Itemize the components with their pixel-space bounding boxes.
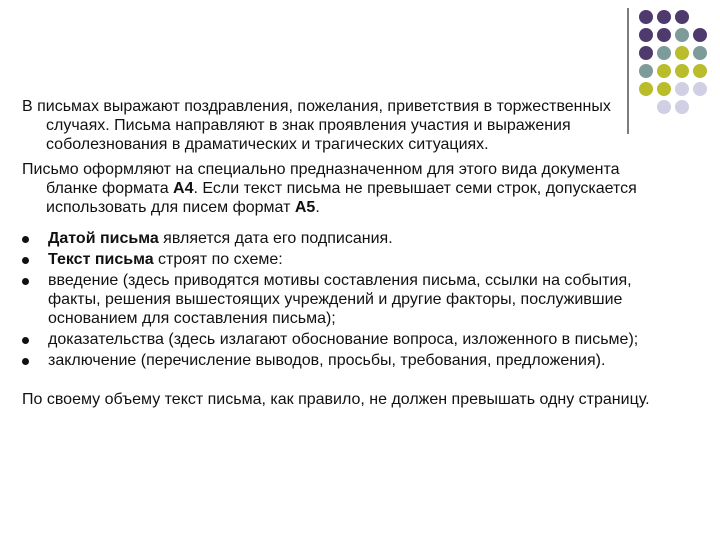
decorative-dot (675, 82, 689, 96)
decorative-dot (639, 46, 653, 60)
bullet-dot-icon (22, 278, 29, 285)
bullet-item-date (22, 229, 662, 248)
decorative-dot (693, 28, 707, 42)
bullet-item-text-scheme (22, 250, 662, 269)
decorative-dot (693, 64, 707, 78)
bullet-text: заключение (перечисление выводов, просьбы, требования, предложения). (48, 352, 606, 369)
bullet-text: введение (здесь приводятся мотивы составления письма, ссылки на события, факты, решения вышестоящих учреждений и другие факторы, послужившие основанием для составления письма); (48, 272, 632, 327)
decorative-dot (693, 46, 707, 60)
decorative-dot (657, 28, 671, 42)
closing-paragraph: По своему объему текст письма, как правило, не должен превышать одну страницу. (22, 391, 650, 408)
bullet-text: является дата его подписания. (158, 230, 393, 247)
bullet-item-introduction (22, 271, 662, 328)
decorative-dot (693, 82, 707, 96)
decorative-dot (639, 28, 653, 42)
bullet-dot-icon (22, 358, 29, 365)
bullet-bold: Текст письма (48, 251, 154, 268)
bullet-item-conclusion (22, 351, 662, 370)
bullet-list (22, 229, 662, 370)
decorative-dot (639, 10, 653, 24)
decorative-dot (657, 10, 671, 24)
decorative-dot (639, 64, 653, 78)
decorative-dot (639, 82, 653, 96)
decorative-dot (657, 64, 671, 78)
format-text-1: Письмо оформляют на специально предназначенном для этого вида документа бланке формата (22, 161, 620, 197)
format-text-2: . Если текст письма не превышает семи строк, допускается использовать для писем формат (46, 180, 637, 216)
format-paragraph (22, 160, 662, 217)
bullet-text: доказательства (здесь излагают обоснование вопроса, изложенного в письме); (48, 331, 639, 348)
decorative-dot (675, 46, 689, 60)
format-a4: А4 (173, 180, 194, 197)
decorative-dot (657, 82, 671, 96)
decorative-dot (675, 64, 689, 78)
document-body (22, 97, 662, 409)
bullet-item-evidence (22, 330, 662, 349)
intro-paragraph: В письмах выражают поздравления, пожелания, приветствия в торжественных случаях. Письма направляют в знак проявления участия и выражения соболезнования в драматических и трагических ситуациях. (22, 98, 611, 153)
decorative-dot (675, 28, 689, 42)
format-a5: А5 (294, 199, 316, 216)
decorative-dot (657, 46, 671, 60)
bullet-dot-icon (22, 236, 29, 243)
decorative-dot (675, 10, 689, 24)
bullet-dot-icon (22, 337, 29, 344)
bullet-text: строят по схеме: (153, 251, 283, 268)
format-text-3: . (315, 199, 320, 216)
bullet-dot-icon (22, 257, 29, 264)
decorative-dot (675, 100, 689, 114)
bullet-bold: Датой письма (48, 230, 159, 247)
